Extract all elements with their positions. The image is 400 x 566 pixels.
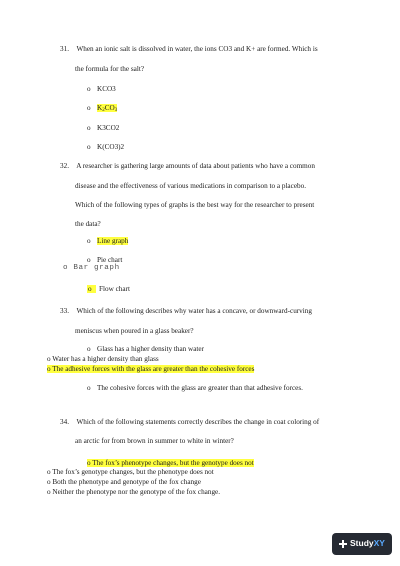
q34-option-a	[87, 459, 254, 467]
option-bullet: o	[87, 384, 91, 392]
question-31-line-2: the formula for the salt?	[75, 65, 145, 73]
option-bullet: o	[87, 237, 91, 245]
question-32-line-1	[60, 162, 315, 170]
q34-option-b: o The fox’s genotype changes, but the phenotype does not	[47, 468, 214, 476]
question-34-text: Which of the following statements correctly describes the change in coat coloring of	[76, 418, 320, 426]
question-32-line-4: the data?	[75, 220, 101, 228]
question-33-line-1	[60, 307, 312, 315]
q32-option-a	[87, 237, 128, 245]
option-bullet: o	[87, 85, 91, 93]
plus-icon	[339, 540, 347, 548]
q31-option-d: o K(CO3)2	[87, 143, 125, 151]
q31-option-a: o KCO3	[87, 85, 116, 93]
question-32-text: A researcher is gathering large amounts of data about patients who have a common	[76, 162, 315, 170]
q34-option-a-highlighted: o The fox’s phenotype changes, but the genotype does not	[87, 459, 254, 467]
watermark-brand: StudyXY	[350, 538, 385, 549]
question-33-text: Which of the following describes why water has a concave, or downward-curving	[76, 307, 312, 315]
question-33-number: 33.	[60, 307, 69, 315]
q31-option-c: o K3CO2	[87, 124, 120, 132]
q32-option-b: o Pie chart	[87, 256, 123, 264]
question-32-line-3: Which of the following types of graphs is the best way for the researcher to present	[75, 201, 315, 209]
q34-option-c: o Both the phenotype and genotype of the fox change	[47, 478, 201, 486]
q33-option-a: o Glass has a higher density than water	[87, 345, 204, 353]
question-31-line-1	[60, 45, 318, 53]
q33-option-d: o The cohesive forces with the glass are greater than that adhesive forces.	[87, 384, 303, 392]
q33-option-b: o Water has a higher density than glass	[47, 355, 159, 363]
question-34-line-1	[60, 418, 319, 426]
q31-option-b-highlighted: $K_2CO_3$	[97, 104, 118, 113]
question-32-line-2: disease and the effectiveness of various medications in comparison to a placebo.	[75, 182, 306, 190]
q32-option-c: o Bar graph	[63, 264, 120, 272]
q32-option-a-highlighted: Line graph	[97, 237, 129, 245]
option-bullet: o	[87, 256, 91, 264]
question-34-line-2: an arctic for from brown in summer to white in winter?	[75, 437, 234, 445]
option-bullet: o	[87, 143, 91, 151]
studyxy-watermark	[332, 533, 392, 555]
option-bullet: o	[87, 345, 91, 353]
question-33-line-2: meniscus when poured in a glass beaker?	[75, 327, 194, 335]
q32-option-d: o Flow chart	[88, 285, 130, 293]
q31-option-b	[87, 104, 117, 114]
option-bullet-highlighted: o	[87, 285, 96, 293]
q33-option-c	[47, 365, 254, 373]
question-31-number: 31.	[60, 45, 69, 53]
q34-option-d: o Neither the phenotype nor the genotype of the fox change.	[47, 488, 221, 496]
option-bullet: o	[87, 104, 91, 112]
question-32-number: 32.	[60, 162, 69, 170]
q33-option-c-highlighted: o The adhesive forces with the glass are greater than the cohesive forces	[47, 365, 255, 373]
question-34-number: 34.	[60, 418, 69, 426]
option-bullet: o	[87, 124, 91, 132]
question-31-text: When an ionic salt is dissolved in water, the ions CO3 and K+ are formed. Which is	[76, 45, 318, 53]
